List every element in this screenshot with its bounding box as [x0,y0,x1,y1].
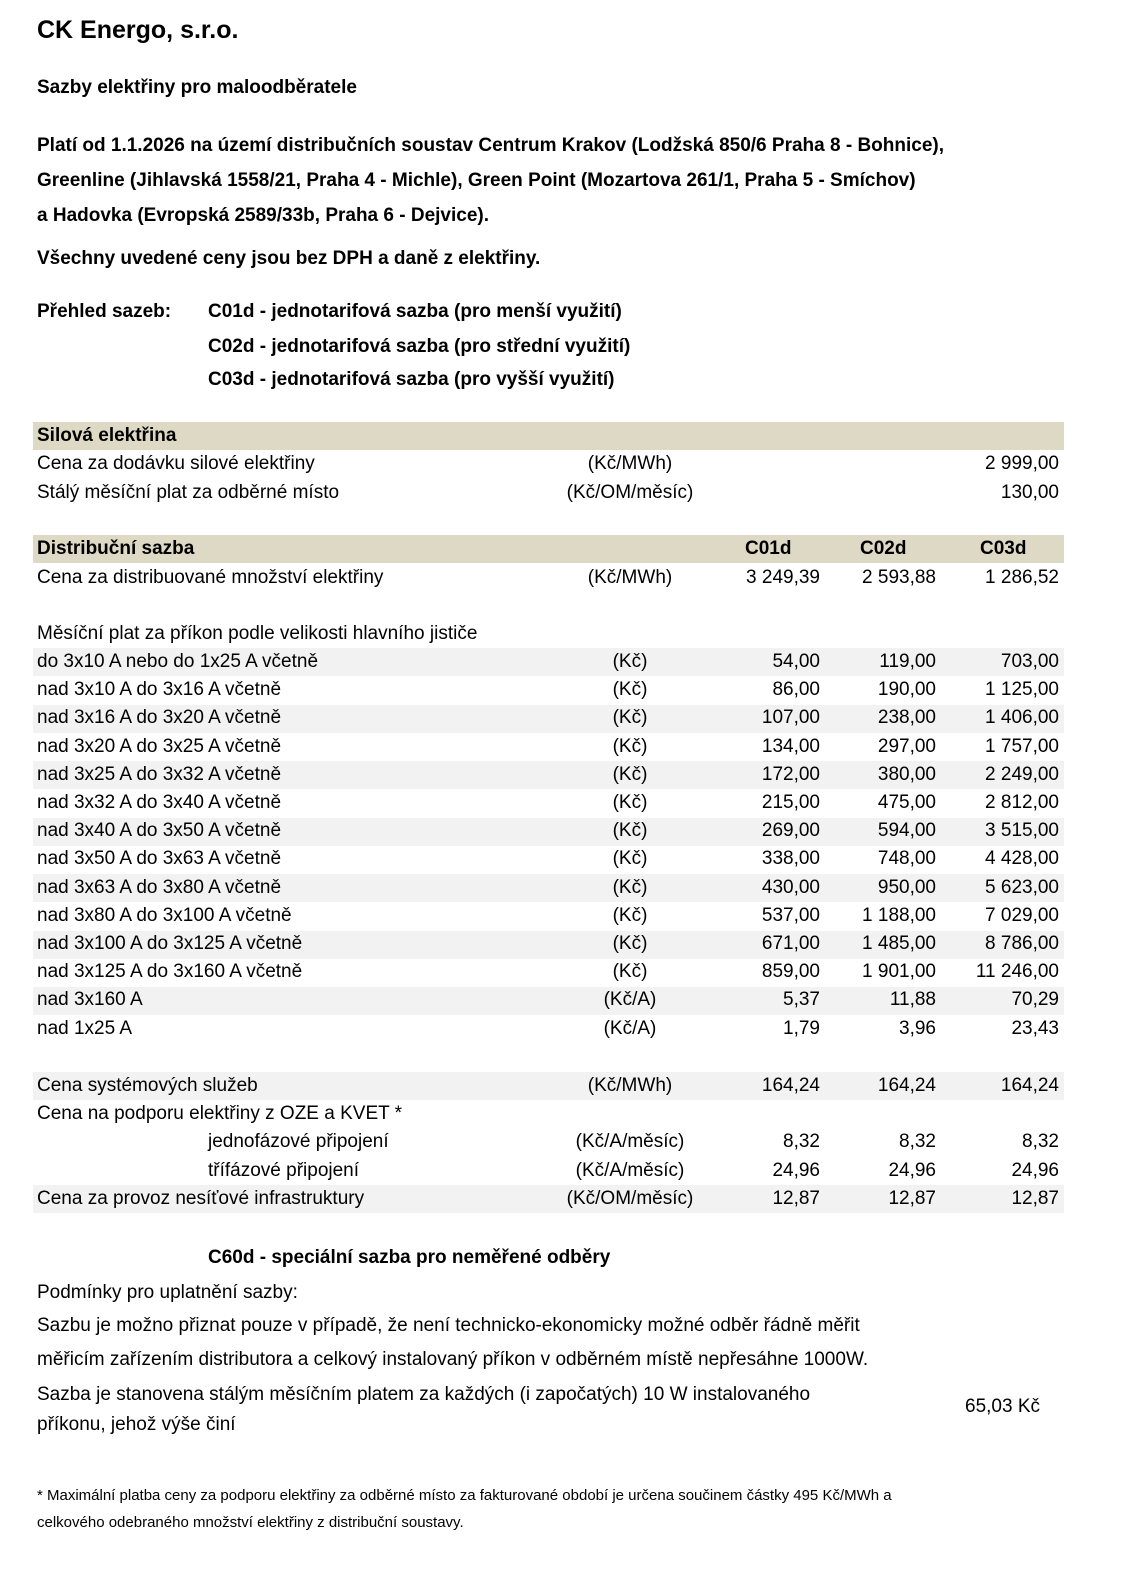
row-value-c01d: 86,00 [772,679,820,700]
row-value-c03d: 8 786,00 [985,933,1059,954]
row-value-c01d: 3 249,39 [746,567,820,588]
row-value-c02d: 190,00 [877,679,936,700]
row-label: do 3x10 A nebo do 1x25 A včetně [37,651,319,672]
row-value-c03d: 1 757,00 [985,736,1059,757]
company-name: CK Energo, s.r.o. [37,16,239,44]
breaker-table-row [0,817,1132,845]
row-value-c02d: 12,87 [888,1188,936,1209]
table-row [0,1128,1132,1156]
row-unit: (Kč/OM/měsíc) [566,1188,694,1209]
row-value-c03d: 1 125,00 [985,679,1059,700]
row-label: nad 3x25 A do 3x32 A včetně [37,764,282,785]
overview-item-c01d: C01d - jednotarifová sazba (pro menší využití) [208,301,622,322]
breaker-table-row [0,930,1132,958]
breaker-title: Měsíční plat za příkon podle velikosti hlavního jističe [37,623,478,644]
row-value-c03d: 12,87 [1011,1188,1059,1209]
row-label: Cena za provoz nesíťové infrastruktury [37,1188,365,1209]
row-value-c02d: 380,00 [877,764,936,785]
row-unit: (Kč) [612,848,648,869]
row-value-c01d: 430,00 [761,877,820,898]
breaker-table-row [0,845,1132,873]
row-value-c02d: 1 485,00 [862,933,936,954]
row-value: 2 999,00 [985,453,1059,474]
oze-title: Cena na podporu elektřiny z OZE a KVET * [37,1103,403,1124]
breaker-table-row [0,676,1132,704]
row-value-c01d: 1,79 [783,1018,820,1039]
row-unit: (Kč) [612,877,648,898]
row-value-c03d: 11 246,00 [975,961,1059,982]
row-value-c01d: 172,00 [761,764,820,785]
row-value-c02d: 3,96 [899,1018,936,1039]
row-value-c02d: 119,00 [879,651,936,672]
footnote-line: * Maximální platba ceny za podporu elektřiny za odběrné místo za fakturované období je určena součinem částky 495 Kč/MWh a [37,1487,892,1504]
footnote [37,1482,892,1536]
row-unit: (Kč) [612,820,648,841]
breaker-title-row [0,620,1132,648]
row-label: nad 1x25 A [37,1018,133,1039]
table-row [0,1072,1132,1100]
table-row [0,564,1132,592]
row-unit: (Kč/MWh) [587,567,673,588]
row-label: nad 3x32 A do 3x40 A včetně [37,792,282,813]
c60d-condition-line: Sazbu je možno přiznat pouze v případě, že není technicko-ekonomicky možné odběr řádně měřit [37,1315,860,1336]
column-header-c02d: C02d [860,538,907,559]
c60d-condition-line: měřicím zařízením distributora a celkový instalovaný příkon v odběrném místě nepřesáhne 1000W. [37,1349,869,1370]
c60d-price: 65,03 Kč [965,1396,1040,1417]
row-value-c03d: 7 029,00 [985,905,1059,926]
row-value-c01d: 269,00 [761,820,820,841]
validity-intro [37,128,944,233]
overview-item-c02d: C02d - jednotarifová sazba (pro střední využití) [208,336,631,357]
row-value-c01d: 537,00 [761,905,820,926]
row-value-c01d: 12,87 [772,1188,820,1209]
row-value-c01d: 671,00 [761,933,820,954]
overview-label: Přehled sazeb: [37,301,172,322]
row-value-c02d: 950,00 [877,877,936,898]
row-unit: (Kč) [612,736,648,757]
row-value-c01d: 5,37 [783,989,820,1010]
row-label: nad 3x100 A do 3x125 A včetně [37,933,303,954]
row-unit: (Kč/MWh) [587,453,673,474]
row-label: nad 3x10 A do 3x16 A včetně [37,679,282,700]
silova-header [0,422,1132,450]
footnote-line: celkového odebraného množství elektřiny z distribuční soustavy. [37,1514,464,1531]
row-unit: (Kč) [612,651,648,672]
row-value-c03d: 70,29 [1011,989,1059,1010]
row-value-c02d: 475,00 [877,792,936,813]
breaker-table-row [0,1015,1132,1043]
row-value-c01d: 338,00 [761,848,820,869]
vat-note: Všechny uvedené ceny jsou bez DPH a daně z elektřiny. [37,248,541,269]
row-label: nad 3x80 A do 3x100 A včetně [37,905,292,926]
row-unit: (Kč/A/měsíc) [575,1131,685,1152]
section-title: Silová elektřina [37,425,177,446]
row-value-c02d: 238,00 [877,707,936,728]
row-value-c02d: 1 901,00 [862,961,936,982]
table-row [0,479,1132,507]
row-label: Stálý měsíční plat za odběrné místo [37,482,340,503]
row-label: nad 3x50 A do 3x63 A včetně [37,848,282,869]
section-title: Distribuční sazba [37,538,195,559]
row-value-c03d: 164,24 [1000,1075,1059,1096]
row-unit: (Kč/A) [603,1018,657,1039]
row-label: Cena za distribuované množství elektřiny [37,567,384,588]
row-unit: (Kč) [612,905,648,926]
row-unit: (Kč) [612,792,648,813]
column-header-c03d: C03d [980,538,1027,559]
row-unit: (Kč/A/měsíc) [575,1160,685,1181]
row-label: nad 3x160 A [37,989,143,1010]
breaker-table-row [0,986,1132,1014]
table-row [0,1185,1132,1213]
document-subtitle: Sazby elektřiny pro maloodběratele [37,77,357,98]
row-value-c01d: 164,24 [761,1075,820,1096]
row-value-c02d: 2 593,88 [862,567,936,588]
row-label: nad 3x20 A do 3x25 A včetně [37,736,282,757]
row-value-c03d: 24,96 [1011,1160,1059,1181]
row-value-c01d: 8,32 [783,1131,820,1152]
c60d-title: C60d - speciální sazba pro neměřené odběry [208,1247,611,1268]
row-value-c01d: 859,00 [761,961,820,982]
distribuce-header [0,535,1132,563]
intro-line: Greenline (Jihlavská 1558/21, Praha 4 - Michle), Green Point (Mozartova 261/1, Praha 5 - Smíchov) [37,170,916,191]
row-value-c03d: 2 812,00 [985,792,1059,813]
row-value-c01d: 24,96 [772,1160,820,1181]
oze-title-row [0,1100,1132,1128]
row-value-c01d: 107,00 [761,707,820,728]
row-value-c03d: 3 515,00 [985,820,1059,841]
row-label: třífázové připojení [208,1160,360,1181]
row-value-c03d: 23,43 [1011,1018,1059,1039]
column-header-c01d: C01d [745,538,792,559]
row-value-c03d: 1 406,00 [985,707,1059,728]
row-unit: (Kč) [612,707,648,728]
row-value-c03d: 5 623,00 [985,877,1059,898]
row-label: nad 3x125 A do 3x160 A včetně [37,961,303,982]
row-unit: (Kč) [612,961,648,982]
row-unit: (Kč) [612,764,648,785]
row-value-c03d: 703,00 [1000,651,1059,672]
row-value-c02d: 24,96 [888,1160,936,1181]
breaker-table-row [0,648,1132,676]
breaker-table-row [0,902,1132,930]
c60d-conditions-label: Podmínky pro uplatnění sazby: [37,1282,298,1303]
breaker-table-row [0,761,1132,789]
breaker-table-row [0,704,1132,732]
breaker-table-row [0,958,1132,986]
intro-line: Platí od 1.1.2026 na území distribučních soustav Centrum Krakov (Lodžská 850/6 Praha 8 - Bohnice), [37,135,944,156]
row-value-c03d: 8,32 [1022,1131,1059,1152]
row-value-c01d: 54,00 [772,651,820,672]
c60d-rate-line: Sazba je stanovena stálým měsíčním platem za každých (i započatých) 10 W instalovaného [37,1384,811,1405]
row-value-c01d: 215,00 [761,792,820,813]
breaker-table-row [0,874,1132,902]
row-value-c02d: 8,32 [899,1131,936,1152]
row-value-c01d: 134,00 [761,736,820,757]
row-unit: (Kč/OM/měsíc) [566,482,694,503]
row-value-c03d: 4 428,00 [985,848,1059,869]
row-value-c02d: 297,00 [877,736,936,757]
table-row [0,450,1132,478]
row-label: Cena systémových služeb [37,1075,258,1096]
row-value: 130,00 [1000,482,1059,503]
row-label: Cena za dodávku silové elektřiny [37,453,315,474]
row-label: jednofázové připojení [208,1131,389,1152]
intro-line: a Hadovka (Evropská 2589/33b, Praha 6 - Dejvice). [37,205,490,226]
row-label: nad 3x16 A do 3x20 A včetně [37,707,282,728]
row-value-c02d: 594,00 [877,820,936,841]
row-unit: (Kč) [612,933,648,954]
overview-item-c03d: C03d - jednotarifová sazba (pro vyšší využití) [208,369,615,390]
row-unit: (Kč/A) [603,989,657,1010]
row-label: nad 3x40 A do 3x50 A včetně [37,820,282,841]
row-label: nad 3x63 A do 3x80 A včetně [37,877,282,898]
table-row [0,1157,1132,1185]
row-value-c03d: 1 286,52 [985,567,1059,588]
row-value-c02d: 164,24 [877,1075,936,1096]
breaker-table-row [0,789,1132,817]
row-unit: (Kč/MWh) [587,1075,673,1096]
row-value-c02d: 11,88 [889,989,936,1010]
row-value-c03d: 2 249,00 [985,764,1059,785]
breaker-table-row [0,733,1132,761]
row-unit: (Kč) [612,679,648,700]
row-value-c02d: 1 188,00 [862,905,936,926]
row-value-c02d: 748,00 [877,848,936,869]
c60d-rate-line: příkonu, jehož výše činí [37,1414,236,1435]
